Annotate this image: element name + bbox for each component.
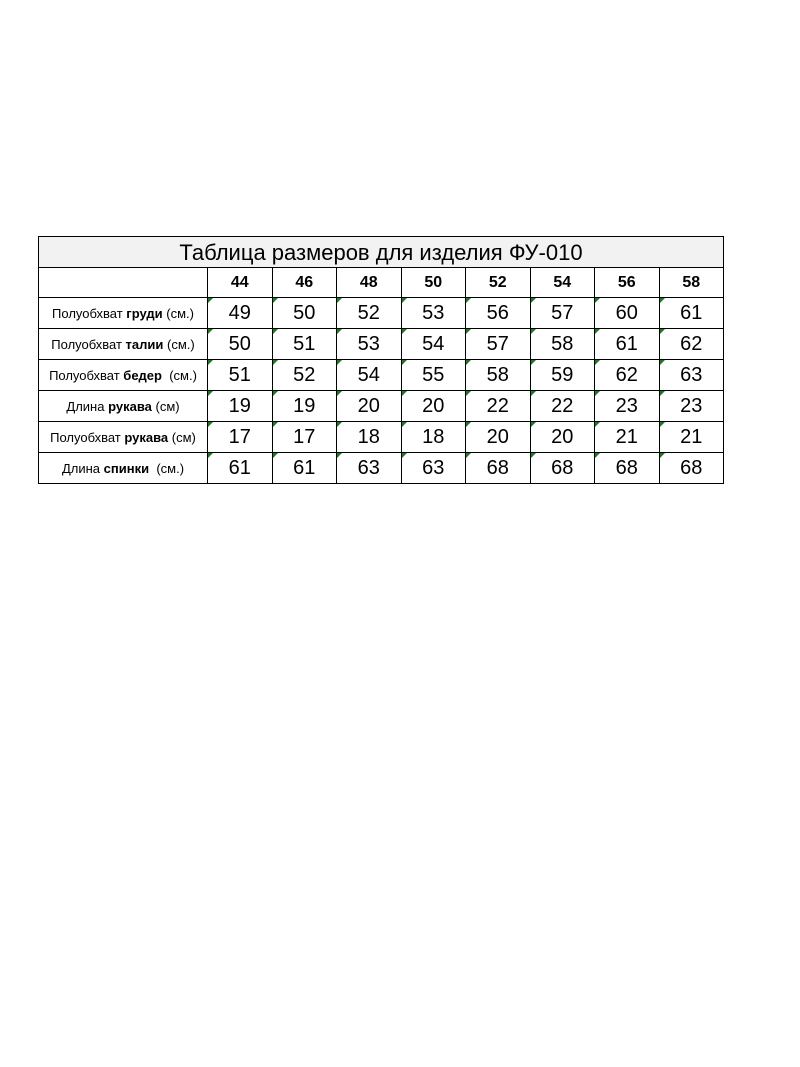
measurement-value-cell [530, 360, 595, 391]
measurement-value: 23 [680, 394, 703, 417]
measurement-value-cell [401, 298, 466, 329]
measurement-label-prefix: Длина [61, 460, 104, 476]
measurement-label-unit: (см.) [162, 305, 194, 321]
size-header-cell: 46 [272, 268, 337, 298]
measurement-value-cell [466, 360, 531, 391]
measurement-value: 51 [228, 363, 251, 386]
cell-comment-marker [531, 329, 536, 334]
cell-comment-marker [402, 453, 407, 458]
measurement-label-unit: (см.) [149, 460, 185, 476]
measurement-value-cell [530, 391, 595, 422]
measurement-value: 17 [293, 425, 316, 448]
measurement-value-cell [466, 453, 531, 484]
cell-comment-marker [208, 391, 213, 396]
size-header-cell: 54 [530, 268, 595, 298]
measurement-label-unit: (см) [151, 398, 180, 414]
measurement-value: 52 [357, 301, 380, 324]
cell-comment-marker [595, 422, 600, 427]
cell-comment-marker [273, 422, 278, 427]
title-row [39, 237, 724, 268]
measurement-value-cell [208, 453, 273, 484]
cell-comment-marker [531, 298, 536, 303]
header-corner-cell [39, 268, 208, 298]
size-table [38, 236, 724, 484]
cell-comment-marker [595, 329, 600, 334]
table-title-text: Таблица размеров для изделия ФУ-010 [179, 240, 583, 265]
measurement-value: 18 [422, 425, 445, 448]
cell-comment-marker [660, 329, 665, 334]
cell-comment-marker [337, 453, 342, 458]
measurement-value-cell [272, 298, 337, 329]
measurement-label-unit: (см.) [161, 367, 197, 383]
measurement-value-cell [272, 422, 337, 453]
cell-comment-marker [402, 422, 407, 427]
measurement-value-cell [466, 298, 531, 329]
cell-comment-marker [273, 453, 278, 458]
cell-comment-marker [402, 360, 407, 365]
measurement-label-unit: (см.) [163, 336, 195, 352]
measurement-value: 19 [293, 394, 316, 417]
measurement-value-cell [401, 391, 466, 422]
measurement-value-cell [659, 391, 724, 422]
measurement-label-prefix: Полуобхват [49, 367, 124, 383]
measurement-label-key: рукава [124, 429, 169, 445]
size-header-cell: 48 [337, 268, 402, 298]
cell-comment-marker [660, 453, 665, 458]
measurement-value-cell [466, 329, 531, 360]
measurement-label [39, 391, 208, 422]
measurement-value: 49 [228, 301, 251, 324]
measurement-value: 21 [615, 425, 638, 448]
measurement-value: 59 [551, 363, 574, 386]
cell-comment-marker [466, 422, 471, 427]
size-header-cell: 50 [401, 268, 466, 298]
measurement-value-cell [595, 453, 660, 484]
measurement-value-cell [530, 422, 595, 453]
measurement-value: 22 [551, 394, 574, 417]
measurement-value: 22 [486, 394, 509, 417]
cell-comment-marker [466, 329, 471, 334]
measurement-value: 61 [615, 332, 638, 355]
size-header-row [39, 268, 724, 298]
table-row [39, 298, 724, 329]
measurement-value: 68 [680, 456, 703, 479]
cell-comment-marker [402, 329, 407, 334]
cell-comment-marker [337, 329, 342, 334]
cell-comment-marker [660, 298, 665, 303]
size-header-cell: 56 [595, 268, 660, 298]
table-row [39, 329, 724, 360]
table-row [39, 391, 724, 422]
measurement-value: 62 [615, 363, 638, 386]
measurement-value: 51 [293, 332, 316, 355]
measurement-value-cell [272, 360, 337, 391]
measurement-value: 56 [486, 301, 509, 324]
measurement-value: 17 [228, 425, 251, 448]
measurement-value-cell [208, 298, 273, 329]
table-row [39, 360, 724, 391]
measurement-value-cell [595, 298, 660, 329]
measurement-value-cell [401, 453, 466, 484]
measurement-label-key: груди [126, 305, 163, 321]
measurement-value: 68 [551, 456, 574, 479]
cell-comment-marker [273, 391, 278, 396]
measurement-label-prefix: Длина [66, 398, 109, 414]
measurement-value-cell [595, 329, 660, 360]
measurement-label-prefix: Полуобхват [51, 336, 126, 352]
measurement-value: 57 [486, 332, 509, 355]
measurement-value-cell [466, 422, 531, 453]
measurement-value: 57 [551, 301, 574, 324]
measurement-value-cell [401, 422, 466, 453]
measurement-value-cell [337, 360, 402, 391]
cell-comment-marker [208, 360, 213, 365]
cell-comment-marker [595, 453, 600, 458]
cell-comment-marker [337, 360, 342, 365]
measurement-value-cell [337, 391, 402, 422]
table-title [39, 237, 724, 268]
size-header-cell: 52 [466, 268, 531, 298]
cell-comment-marker [273, 298, 278, 303]
cell-comment-marker [337, 422, 342, 427]
cell-comment-marker [337, 391, 342, 396]
table-row [39, 453, 724, 484]
measurement-value-cell [659, 453, 724, 484]
cell-comment-marker [208, 453, 213, 458]
measurement-value: 20 [551, 425, 574, 448]
measurement-value: 19 [228, 394, 251, 417]
measurement-label-prefix: Полуобхват [52, 305, 127, 321]
measurement-value: 68 [615, 456, 638, 479]
size-header-cell: 58 [659, 268, 724, 298]
cell-comment-marker [208, 329, 213, 334]
measurement-value-cell [208, 329, 273, 360]
table-row [39, 422, 724, 453]
measurement-value: 53 [357, 332, 380, 355]
cell-comment-marker [466, 391, 471, 396]
measurement-label [39, 329, 208, 360]
cell-comment-marker [660, 360, 665, 365]
size-header-cell: 44 [208, 268, 273, 298]
measurement-value-cell [659, 329, 724, 360]
measurement-value-cell [337, 298, 402, 329]
measurement-value-cell [272, 329, 337, 360]
measurement-value: 60 [615, 301, 638, 324]
measurement-value-cell [659, 360, 724, 391]
measurement-label [39, 360, 208, 391]
measurement-value: 54 [422, 332, 445, 355]
measurement-value-cell [530, 453, 595, 484]
measurement-value: 54 [357, 363, 380, 386]
measurement-value-cell [337, 329, 402, 360]
cell-comment-marker [208, 422, 213, 427]
cell-comment-marker [595, 391, 600, 396]
measurement-label-unit: (см) [168, 429, 196, 445]
cell-comment-marker [660, 422, 665, 427]
measurement-value: 52 [293, 363, 316, 386]
measurement-value: 20 [357, 394, 380, 417]
measurement-value-cell [401, 329, 466, 360]
measurement-value: 53 [422, 301, 445, 324]
cell-comment-marker [273, 360, 278, 365]
measurement-label-prefix: Полуобхват [50, 429, 125, 445]
cell-comment-marker [595, 298, 600, 303]
measurement-value: 61 [293, 456, 316, 479]
measurement-value-cell [595, 391, 660, 422]
measurement-value: 50 [293, 301, 316, 324]
cell-comment-marker [466, 453, 471, 458]
measurement-value-cell [337, 422, 402, 453]
measurement-value: 50 [228, 332, 251, 355]
cell-comment-marker [466, 298, 471, 303]
measurement-value-cell [208, 360, 273, 391]
cell-comment-marker [531, 453, 536, 458]
measurement-label-key: талии [125, 336, 164, 352]
cell-comment-marker [466, 360, 471, 365]
measurement-value: 18 [357, 425, 380, 448]
measurement-value: 63 [422, 456, 445, 479]
measurement-label-key: спинки [103, 460, 150, 476]
cell-comment-marker [595, 360, 600, 365]
cell-comment-marker [273, 329, 278, 334]
measurement-value-cell [208, 391, 273, 422]
measurement-label-key: рукава [108, 398, 152, 414]
measurement-value: 20 [486, 425, 509, 448]
cell-comment-marker [402, 298, 407, 303]
measurement-value: 61 [228, 456, 251, 479]
measurement-value-cell [659, 298, 724, 329]
measurement-value: 62 [680, 332, 703, 355]
measurement-value: 58 [551, 332, 574, 355]
measurement-value-cell [595, 360, 660, 391]
measurement-value: 55 [422, 363, 445, 386]
measurement-value: 63 [357, 456, 380, 479]
cell-comment-marker [531, 360, 536, 365]
measurement-value-cell [530, 298, 595, 329]
measurement-label-key: бедер [123, 367, 162, 383]
measurement-value: 20 [422, 394, 445, 417]
measurement-label [39, 453, 208, 484]
cell-comment-marker [208, 298, 213, 303]
measurement-value: 68 [486, 456, 509, 479]
measurement-value-cell [272, 391, 337, 422]
measurement-label [39, 298, 208, 329]
measurement-label [39, 422, 208, 453]
measurement-value-cell [337, 453, 402, 484]
measurement-value-cell [530, 329, 595, 360]
measurement-value: 63 [680, 363, 703, 386]
measurement-value: 61 [680, 301, 703, 324]
measurement-value-cell [272, 453, 337, 484]
measurement-value-cell [466, 391, 531, 422]
measurement-value-cell [208, 422, 273, 453]
measurement-value: 23 [615, 394, 638, 417]
cell-comment-marker [531, 422, 536, 427]
cell-comment-marker [337, 298, 342, 303]
measurement-value-cell [401, 360, 466, 391]
cell-comment-marker [402, 391, 407, 396]
cell-comment-marker [660, 391, 665, 396]
measurement-value: 21 [680, 425, 703, 448]
cell-comment-marker [531, 391, 536, 396]
measurement-value: 58 [486, 363, 509, 386]
measurement-value-cell [595, 422, 660, 453]
measurement-value-cell [659, 422, 724, 453]
